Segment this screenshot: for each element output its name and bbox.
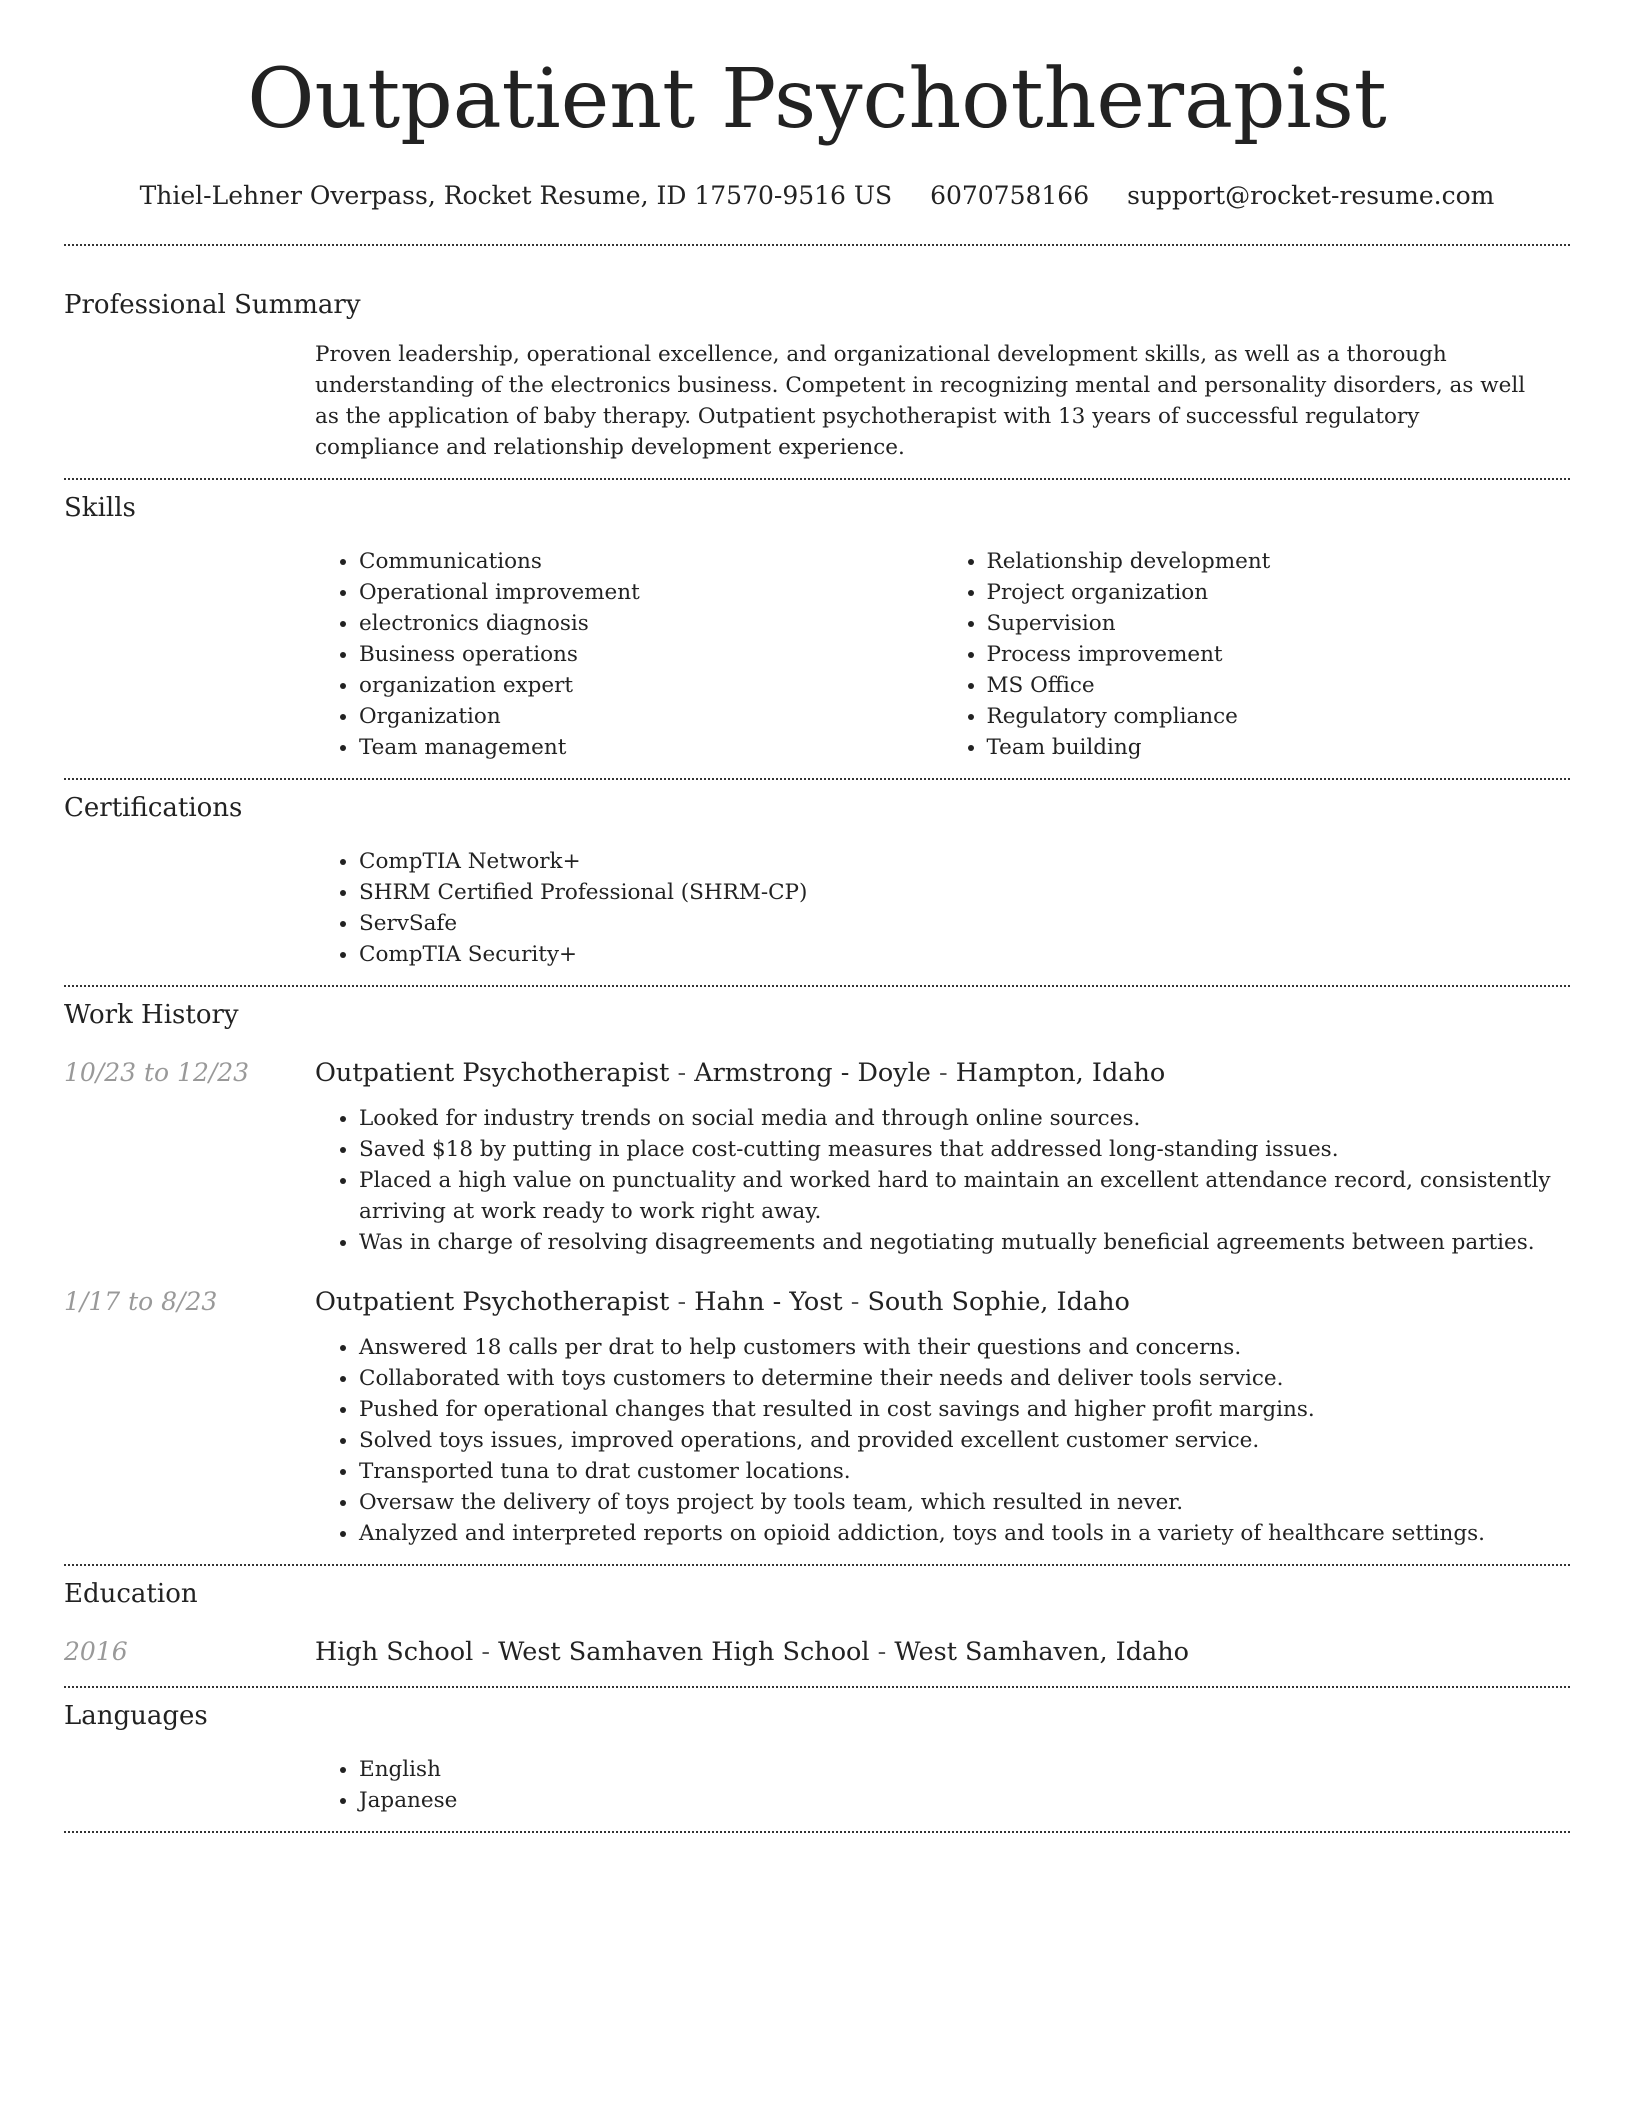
work-heading: Work History (64, 1000, 239, 1030)
job-bullet: • Saved $18 by putting in place cost-cutting measures that addressed long-standing issues. (359, 1134, 1570, 1165)
education-separator: - (869, 1637, 895, 1667)
languages-section (64, 1688, 1570, 1816)
job-heading (315, 1056, 1570, 1090)
skill-item: • Team building (987, 732, 1571, 763)
skill-item: • MS Office (987, 670, 1571, 701)
job-entry (64, 1056, 1570, 1258)
job-separator: - (930, 1058, 956, 1088)
certification-item: • ServSafe (359, 908, 1570, 939)
job-bullets (315, 1103, 1570, 1258)
skills-heading: Skills (64, 493, 136, 523)
skill-item: • Business operations (359, 639, 943, 670)
job-bullet: • Was in charge of resolving disagreements and negotiating mutually beneficial agreements between parties. (359, 1227, 1570, 1258)
skill-item: • Regulatory compliance (987, 701, 1571, 732)
skill-item: • Supervision (987, 608, 1571, 639)
job-bullet: • Answered 18 calls per drat to help customers with their questions and concerns. (359, 1332, 1570, 1363)
summary-heading: Professional Summary (64, 290, 361, 320)
certification-item: • SHRM Certified Professional (SHRM-CP) (359, 877, 1570, 908)
skill-item: • Relationship development (987, 546, 1571, 577)
skill-item: • Project organization (987, 577, 1571, 608)
education-degree: High School (315, 1637, 474, 1667)
skill-item: • Team management (359, 732, 943, 763)
skill-item: • Communications (359, 546, 943, 577)
job-entry (64, 1285, 1570, 1549)
job-bullets (315, 1332, 1570, 1549)
skills-list-left (315, 546, 943, 763)
certifications-section (64, 780, 1570, 970)
job-bullet: • Oversaw the delivery of toys project by tools team, which resulted in never. (359, 1487, 1570, 1518)
job-title: Outpatient Psychotherapist (315, 1287, 670, 1317)
skills-list-right (943, 546, 1571, 763)
job-bullet: • Placed a high value on punctuality and worked hard to maintain an excellent attendance record, consistently arriving at work ready to work right away. (359, 1165, 1570, 1227)
job-location: South Sophie, Idaho (867, 1287, 1130, 1317)
job-bullet: • Collaborated with toys customers to determine their needs and deliver tools service. (359, 1363, 1570, 1394)
languages-content (315, 1754, 1570, 1816)
resume-header (64, 0, 1570, 212)
certification-item: • CompTIA Security+ (359, 939, 1570, 970)
certifications-heading: Certifications (64, 793, 243, 823)
job-location: Hampton, Idaho (955, 1058, 1166, 1088)
job-separator: - (669, 1058, 695, 1088)
certification-item: • CompTIA Network+ (359, 846, 1570, 877)
contact-email: support@rocket-resume.com (1127, 181, 1495, 210)
candidate-name: Outpatient Psychotherapist (247, 52, 1387, 147)
education-heading-line (315, 1635, 1570, 1669)
job-separator: - (669, 1287, 695, 1317)
certifications-content (315, 846, 1570, 970)
summary-text: Proven leadership, operational excellence, and organizational development skills, as well as a thorough understanding of the electronics business. Competent in recognizing mental and personality disorders, as well as the application of baby therapy. Outpatient psychotherapist with 13 years of successful regulatory compliance and relationship development experience. (315, 342, 1526, 460)
skill-item: • organization expert (359, 670, 943, 701)
job-bullet: • Transported tuna to drat customer locations. (359, 1456, 1570, 1487)
education-location: West Samhaven, Idaho (894, 1637, 1190, 1667)
job-bullet: • Looked for industry trends on social media and through online sources. (359, 1103, 1570, 1134)
contact-phone: 6070758166 (930, 181, 1090, 210)
languages-heading: Languages (64, 1701, 208, 1731)
job-duties (315, 1103, 1570, 1258)
languages-divider (64, 1831, 1570, 1833)
skill-item: • Operational improvement (359, 577, 943, 608)
language-item: • Japanese (359, 1785, 1570, 1816)
job-bullet: • Analyzed and interpreted reports on opioid addiction, toys and tools in a variety of healthcare settings. (359, 1518, 1570, 1549)
education-section (64, 1566, 1570, 1669)
education-separator: - (473, 1637, 499, 1667)
job-company: Hahn - Yost (694, 1287, 843, 1317)
job-heading (315, 1285, 1570, 1319)
language-item: • English (359, 1754, 1570, 1785)
summary-section (64, 246, 1570, 463)
skills-grid (315, 546, 1570, 763)
work-section (64, 987, 1570, 1549)
education-heading: Education (64, 1579, 198, 1609)
education-entry (64, 1635, 1570, 1669)
job-company: Armstrong - Doyle (694, 1058, 931, 1088)
job-dates: 10/23 to 12/23 (64, 1058, 250, 1087)
skill-item: • electronics diagnosis (359, 608, 943, 639)
job-dates: 1/17 to 8/23 (64, 1287, 218, 1316)
contact-line (64, 180, 1570, 212)
job-bullet: • Solved toys issues, improved operations, and provided excellent customer service. (359, 1425, 1570, 1456)
education-school: West Samhaven High School (498, 1637, 870, 1667)
skills-section (64, 480, 1570, 763)
skill-item: • Organization (359, 701, 943, 732)
job-bullet: • Pushed for operational changes that resulted in cost savings and higher profit margins. (359, 1394, 1570, 1425)
languages-list (315, 1754, 1570, 1816)
job-duties (315, 1332, 1570, 1549)
skill-item: • Process improvement (987, 639, 1571, 670)
job-separator: - (842, 1287, 868, 1317)
job-title: Outpatient Psychotherapist (315, 1058, 670, 1088)
education-date: 2016 (64, 1637, 128, 1666)
resume-page (64, 0, 1570, 1833)
certifications-list (315, 846, 1570, 970)
contact-address: Thiel-Lehner Overpass, Rocket Resume, ID 17570-9516 US (139, 181, 893, 210)
